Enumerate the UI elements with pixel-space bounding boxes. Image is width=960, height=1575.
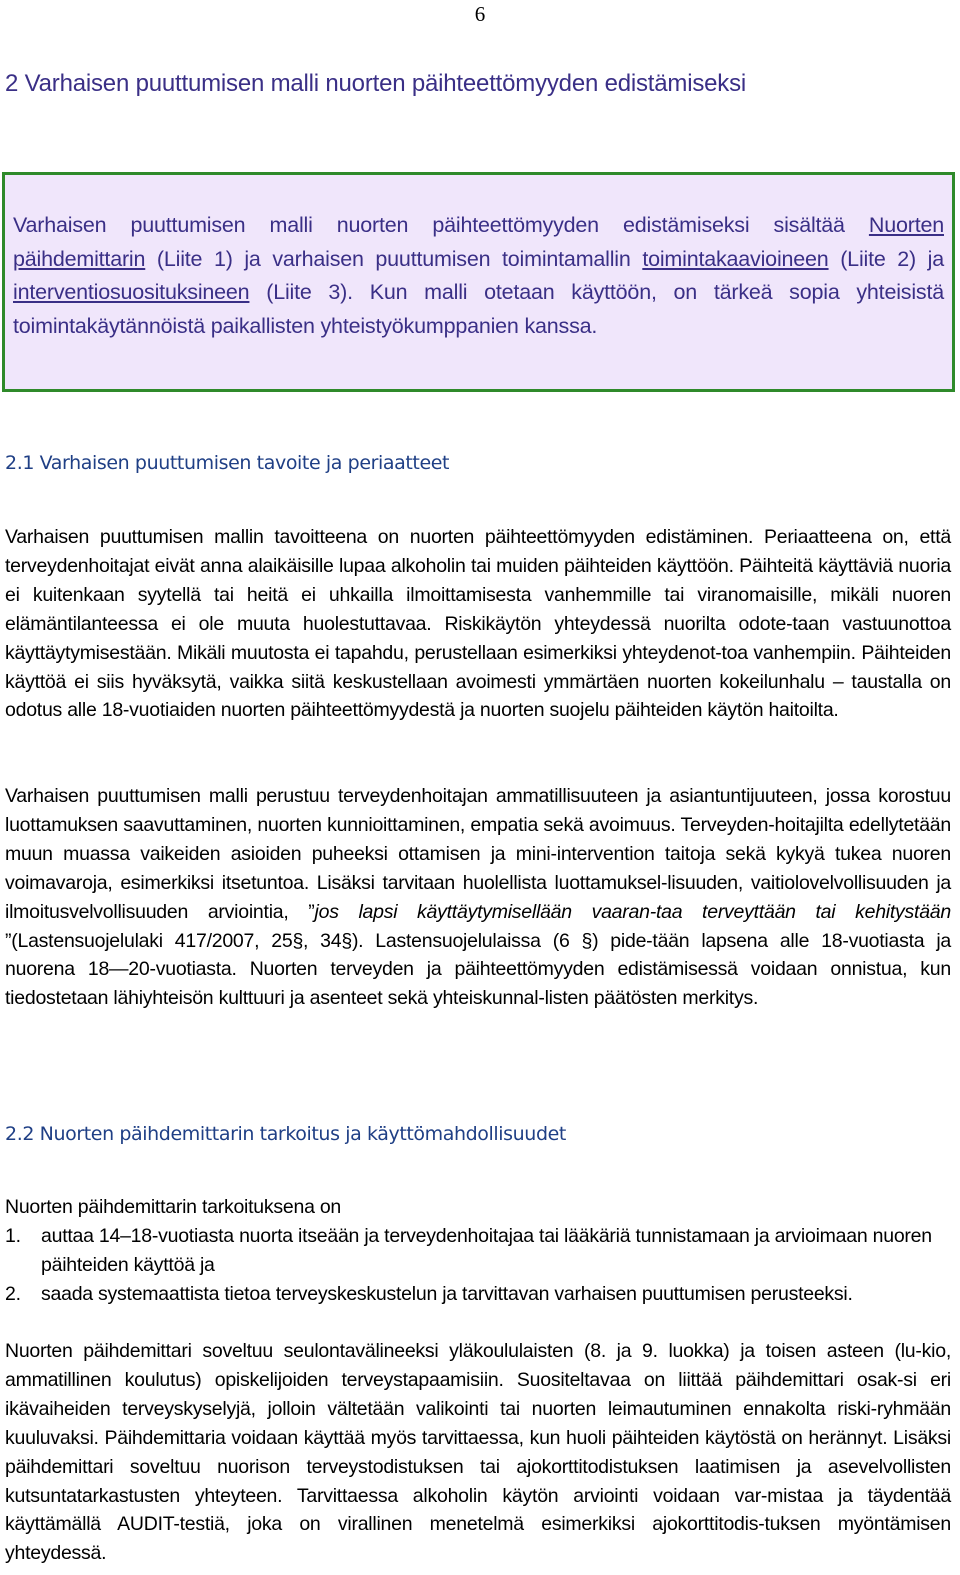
list-number: 1. xyxy=(5,1225,21,1247)
callout-text xyxy=(13,209,944,343)
paragraph-text-part: ”(Lastensuojelulaki 417/2007, 25§, 34§). Lastensuojelulaissa (6 §) pide-tään lapsena alle 18-vuotiasta ja nuorena 18—20-vuotiasta. Nuorten terveyden ja päihteettömyyden edistämisessä voidaan onnistua, kun tiedostetaan lähiyhteisön kulttuuri ja asenteet sekä yhteiskunnal-listen päätösten merkitys. xyxy=(5,929,951,1010)
callout-text-part: (Liite 2) ja xyxy=(828,246,944,271)
list-item-text: saada systemaattista tietoa terveyskeskustelun ja tarvittavan varhaisen puuttumisen perusteeksi. xyxy=(41,1282,853,1305)
purpose-lead-text: Nuorten päihdemittarin tarkoituksena on xyxy=(5,1196,342,1218)
purpose-list xyxy=(5,1222,951,1309)
link-nuorten-paihdemittari[interactable]: Nuorten päihdemittarin xyxy=(13,213,944,271)
purpose-list-item xyxy=(5,1222,951,1280)
section-2-1-paragraph-2 xyxy=(5,782,951,1013)
chapter-title: 2 Varhaisen puuttumisen malli nuorten päihteettömyyden edistämiseksi xyxy=(5,70,747,97)
list-number: 2. xyxy=(5,1282,21,1305)
callout-text-part: Varhaisen puuttumisen malli nuorten päihteettömyyden edistämiseksi sisältää xyxy=(13,213,869,237)
section-2-2-title: 2.2 Nuorten päihdemittarin tarkoitus ja käyttömahdollisuudet xyxy=(5,1123,566,1145)
purpose-list-item xyxy=(5,1280,951,1309)
callout-text-part: (Liite 1) ja varhaisen puuttumisen toimintamallin xyxy=(145,246,643,271)
link-interventiosuositukset[interactable]: interventiosuosituksineen xyxy=(13,280,250,304)
list-item-text: auttaa 14–18-vuotiasta nuorta itseään ja terveydenhoitajaa tai lääkäriä tunnistamaan ja arvioimaan nuoren päihteiden käyttöä ja xyxy=(41,1225,932,1276)
page-number: 6 xyxy=(474,2,486,26)
section-2-1-paragraph-1: Varhaisen puuttumisen mallin tavoitteena on nuorten päihteettömyyden edistäminen. Periaatteena on, että terveydenhoitajat eivät anna alaikäisille lupaa alkoholin tai muiden päihteiden käyttöön. Päihteitä käyttäviä nuoria ei kuitenkaan syytellä tai heitä ei uhkailla ilmoittamisesta vanhemmille tai viranomaisille, mikäli nuoren elämäntilanteessa ei ole muuta huolestuttavaa. Riskikäytön yhteydessä nuorilta odote-taan vastuunottoa käyttäytymisestään. Mikäli muutosta ei tapahdu, perustellaan esimerkiksi yhteydenot-toa vanhempiin. Päihteiden käyttöä ei siis hyväksytä, vaikka siitä keskustellaan avoimesti ymmärtäen nuorten kokeilunhalu – taustalla on odotus alle 18-vuotiaiden nuorten päihteettömyydestä ja nuorten suojelu päihteiden käytön haitoilta. xyxy=(5,526,951,722)
paragraph-text-part: Varhaisen puuttumisen malli perustuu terveydenhoitajan ammatillisuuteen ja asiantuntijuuteen, jossa korostuu luottamuksen saavuttaminen, nuorten kunnioittaminen, empatia sekä avoimuus. Terveyden-hoitajilta edellytetään muun muassa vaikeiden asioiden puheeksi ottamisen ja mini-intervention taitoja sekä kykyä tukea nuoren voimavaroja, esimerkiksi itsetuntoa. Lisäksi tarvitaan huolellista luottamuksel-lisuuden, vaitiolovelvollisuuden ja ilmoitusvelvollisuuden arviointia, ” xyxy=(5,785,951,923)
section-2-2-paragraph: Nuorten päihdemittari soveltuu seulontavälineeksi yläkoululaisten (8. ja 9. luokka) ja toisen asteen (lu-kio, ammatillinen koulutus) opiskelijoiden terveystapaamisiin. Suositeltavaa on liittää päihdemittari osak-si eri ikävaiheiden terveyskyselyjä, jolloin vältetään valikointi tai nuorten leimautuminen ennakolta riski-ryhmään kuuluvaksi. Päihdemittaria voidaan käyttää myös tarvittaessa, kun huoli päihteiden käytöstä on herännyt. Lisäksi päihdemittari soveltuu nuorison terveystodistuksen tai ajokorttitodistuksen laatimisen ja asevelvollisten kutsuntatarkastusten yhteyteen. Tarvittaessa alkoholin käytön arviointi voidaan var-mistaa ja täydentää käyttämällä AUDIT-testiä, joka on virallinen menetelmä esimerkiksi ajokorttitodis-tuksen myöntämisen yhteydessä. xyxy=(5,1340,951,1565)
summary-callout-box xyxy=(2,172,955,392)
callout-text-part: (Liite 3). Kun malli otetaan käyttöön, on tärkeä sopia yhteisistä toimintakäytännöistä paikallisten yhteistyökumppanien kanssa. xyxy=(13,280,944,338)
link-toimintakaavio[interactable]: toimintakaavioineen xyxy=(642,246,829,271)
section-2-1-title: 2.1 Varhaisen puuttumisen tavoite ja periaatteet xyxy=(5,452,450,474)
law-quote: jos lapsi käyttäytymisellään vaaran-taa terveyttään tai kehitystään xyxy=(314,900,951,923)
